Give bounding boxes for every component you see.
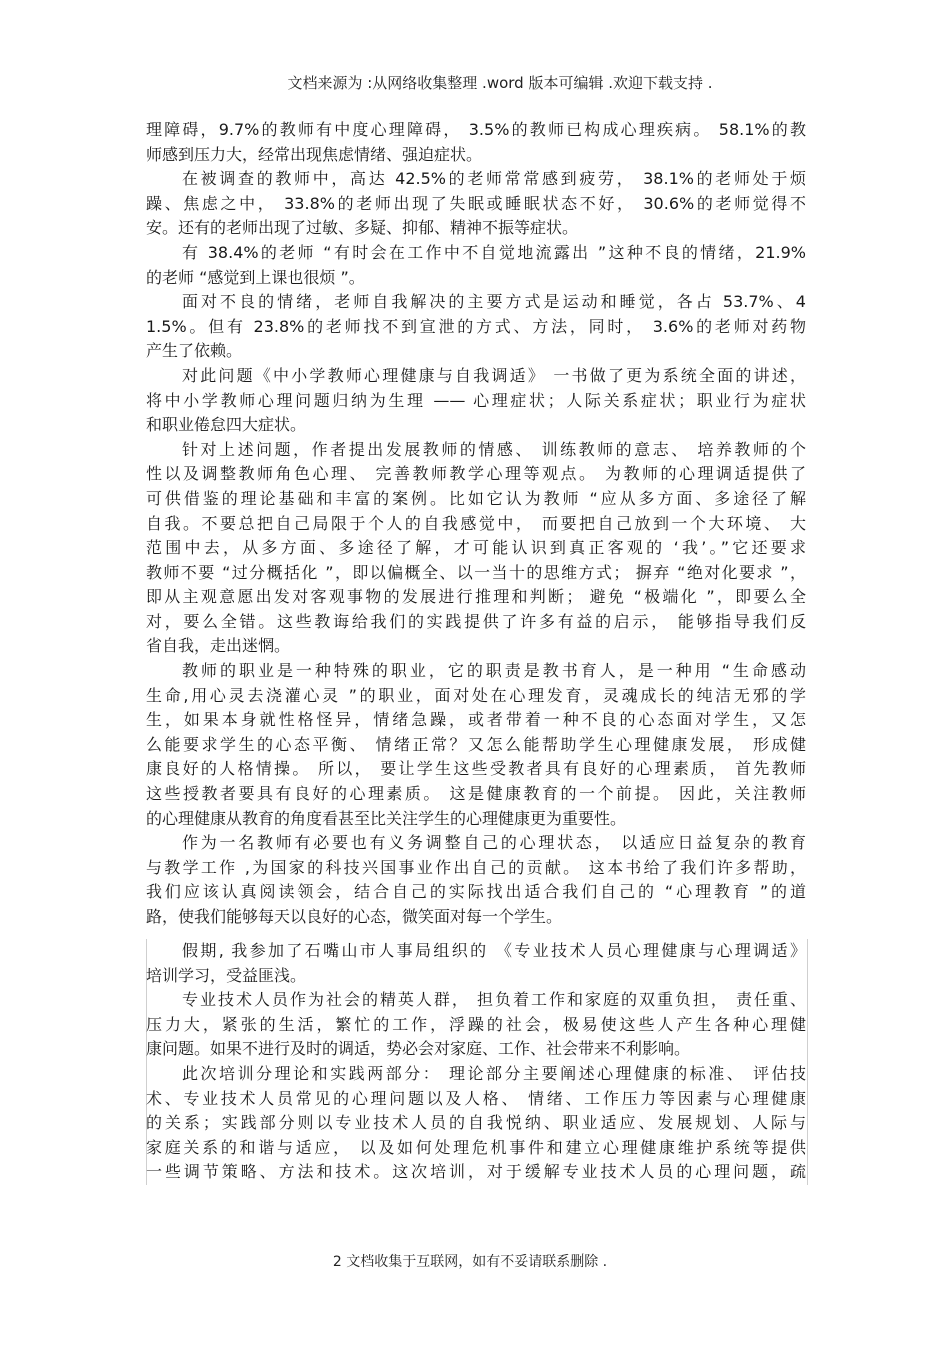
text-line: 教师的职业是一种特殊的职业，它的职责是教书育人，是一种用 “生命感动 — [182, 661, 806, 681]
text-line: 产生了依赖。 — [146, 341, 243, 361]
text-line: 康问题。如果不进行及时的调适，势必会对家庭、工作、社会带来不利影响。 — [146, 1039, 691, 1059]
text-line: 有 38.4%的老师 “有时会在工作中不自觉地流露出 ”这种不良的情绪，21.9% — [182, 242, 806, 262]
text-line: 的心理健康从教育的角度看甚至比关注学生的心理健康更为重要性。 — [146, 808, 627, 828]
text-line: 与教学工作 ,为国家的科技兴国事业作出自己的贡献。 这本书给了我们许多帮助， — [146, 857, 806, 877]
text-line: 专业技术人员作为社会的精英人群， 担负着工作和家庭的双重负担， 责任重、 — [182, 990, 806, 1010]
text-line: 生，如果本身就性格怪异，情绪急躁，或者带着一种不良的心态面对学生，又怎 — [146, 710, 806, 730]
text-line: 范围中去，从多方面、多途径了解，才可能认识到真正客观的 ‘我’。”它还要求 — [146, 538, 806, 558]
body-text-part2-frame — [146, 939, 808, 1185]
text-line: 我们应该认真阅读领会，结合自己的实际找出适合我们自己的 “心理教育 ”的道 — [146, 882, 806, 902]
footer-note: 2 文档收集于互联网，如有不妥请联系删除 . — [332, 1254, 608, 1270]
text-line: 作为一名教师有必要也有义务调整自己的心理状态， 以适应日益复杂的教育 — [182, 833, 806, 853]
text-line: 性以及调整教师角色心理、 完善教师教学心理等观点。 为教师的心理调适提供了 — [146, 464, 806, 484]
text-line: 1.5%。但有 23.8%的老师找不到宣泄的方式、方法，同时， 3.6%的老师对药物 — [146, 316, 806, 336]
text-line: 家庭关系的和谐与适应， 以及如何处理危机事件和建立心理健康维护系统等提供 — [146, 1137, 806, 1157]
text-line: 面对不良的情绪，老师自我解决的主要方式是运动和睡觉，各占 53.7%、4 — [182, 292, 806, 312]
text-line: 理障碍，9.7%的教师有中度心理障碍， 3.5%的教师已构成心理疾病。 58.1%的教 — [146, 120, 806, 139]
text-line: 生命,用心灵去浇灌心灵 ”的职业，面对处在心理发育，灵魂成长的纯洁无邪的学 — [146, 685, 806, 705]
text-line: 对此问题《中小学教师心理健康与自我调适》 一书做了更为系统全面的讲述， — [182, 365, 806, 385]
text-line: 躁、焦虑之中， 33.8%的老师出现了失眠或睡眠状态不好， 30.6%的老师觉得不 — [146, 193, 806, 213]
text-line: 此次培训分理论和实践两部分： 理论部分主要阐述心理健康的标准、 评估技 — [182, 1063, 806, 1083]
text-line: 压力大，紧张的生活，繁忙的工作，浮躁的社会，极易使这些人产生各种心理健 — [146, 1014, 806, 1034]
text-line: 针对上述问题，作者提出发展教师的情感、 训练教师的意志、 培养教师的个 — [182, 439, 806, 459]
text-line: 的老师 “感觉到上课也很烦 ”。 — [146, 267, 365, 287]
text-line: 一些调节策略、方法和技术。这次培训，对于缓解专业技术人员的心理问题，疏 — [146, 1162, 806, 1182]
body-text-part1 — [146, 118, 806, 930]
text-line: 师感到压力大，经常出现焦虑情绪、强迫症状。 — [146, 144, 483, 164]
text-line: 可供借鉴的理论基础和丰富的案例。比如它认为教师 “应从多方面、多途径了解 — [146, 488, 806, 508]
text-line: 省自我，走出迷惘。 — [146, 636, 291, 656]
text-line: 假期, 我参加了石嘴山市人事局组织的 《专业技术人员心理健康与心理调适》 — [182, 941, 806, 960]
text-line: 这些授教者要具有良好的心理素质。 这是健康教育的一个前提。 因此，关注教师 — [146, 784, 806, 804]
text-line: 教师不要 “过分概括化 ”，即以偏概全、以一当十的思维方式； 摒弃 “绝对化要求 ”， — [146, 562, 806, 582]
text-line: 自我。不要总把自己局限于个人的自我感觉中， 而要把自己放到一个大环境、 大 — [146, 513, 806, 533]
text-line: 的关系；实践部分则以专业技术人员的自我悦纳、职业适应、发展规划、人际与 — [146, 1113, 806, 1133]
text-line: 即从主观意愿出发对客观事物的发展进行推理和判断； 避免 “极端化 ”，即要么全 — [146, 587, 806, 607]
text-line: 术、专业技术人员常见的心理问题以及人格、 情绪、工作压力等因素与心理健康 — [146, 1088, 806, 1108]
text-line: 将中小学教师心理问题归纳为生理 —— 心理症状；人际关系症状；职业行为症状 — [146, 390, 806, 410]
text-line: 对，要么全错。这些教诲给我们的实践提供了许多有益的启示， 能够指导我们反 — [146, 611, 806, 631]
text-line: 路，使我们能够每天以良好的心态，微笑面对每一个学生。 — [146, 907, 563, 926]
text-line: 么能要求学生的心态平衡、 情绪正常？又怎么能帮助学生心理健康发展， 形成健 — [146, 734, 806, 754]
text-line: 安。还有的老师出现了过敏、多疑、抑郁、精神不振等症状。 — [146, 218, 579, 238]
text-line: 培训学习，受益匪浅。 — [146, 965, 307, 985]
text-line: 和职业倦怠四大症状。 — [146, 415, 307, 435]
text-line: 康良好的人格情操。 所以， 要让学生这些受教者具有良好的心理素质， 首先教师 — [146, 759, 806, 779]
header-source-note: 文档来源为 :从网络收集整理 .word 版本可编辑 .欢迎下载支持 . — [287, 74, 713, 92]
body-text-part2 — [146, 939, 806, 1185]
text-line: 在被调查的教师中，高达 42.5%的老师常常感到疲劳， 38.1%的老师处于烦 — [182, 169, 806, 189]
